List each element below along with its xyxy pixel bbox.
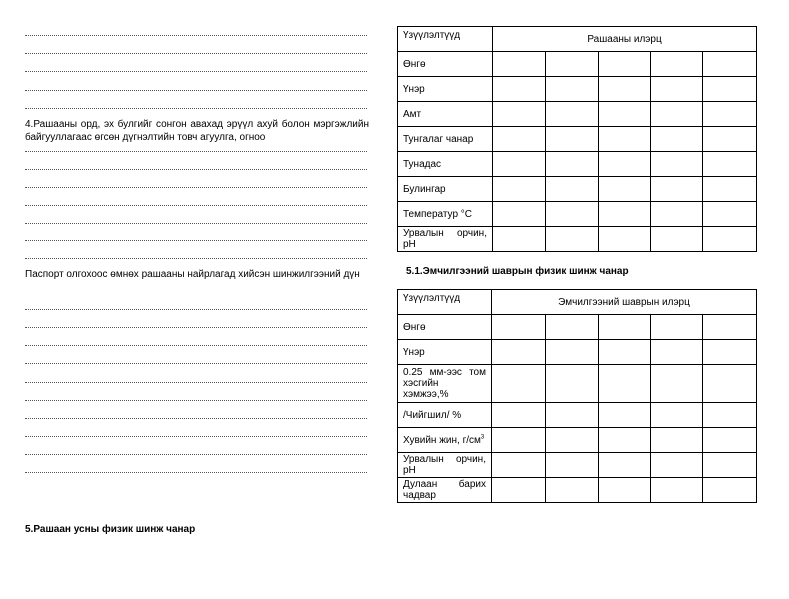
row-label: /Чийгшил/ % xyxy=(398,403,492,428)
cell[interactable] xyxy=(546,453,599,478)
row-label: 0.25 мм-ээс том хэсгийн хэмжээ,% xyxy=(398,365,492,403)
header-indicators: Үзүүлэлтүүд xyxy=(398,27,493,52)
cell[interactable] xyxy=(599,428,651,453)
cell[interactable] xyxy=(651,453,703,478)
dotted-line xyxy=(25,35,367,36)
cell[interactable] xyxy=(703,453,757,478)
cell[interactable] xyxy=(546,428,599,453)
section-5-1-heading: 5.1.Эмчилгээний шаврын физик шинж чанар xyxy=(406,266,629,277)
cell[interactable] xyxy=(546,340,599,365)
cell[interactable] xyxy=(546,315,599,340)
density-label: Хувийн жин, г/см xyxy=(403,434,481,446)
dotted-line xyxy=(25,436,367,437)
cell[interactable] xyxy=(651,340,703,365)
cell[interactable] xyxy=(492,365,546,403)
row-label: Урвалын орчин, pH xyxy=(398,453,492,478)
header-mud-result: Эмчилгээний шаврын илэрц xyxy=(492,290,757,315)
cell[interactable] xyxy=(651,177,703,202)
cell[interactable] xyxy=(703,428,757,453)
header-indicators: Үзүүлэлтүүд xyxy=(398,290,492,315)
cell[interactable] xyxy=(546,52,599,77)
cell[interactable] xyxy=(599,453,651,478)
row-label: Дулаан барих чадвар xyxy=(398,478,492,503)
row-label: Температур °С xyxy=(398,202,493,227)
dotted-line xyxy=(25,454,367,455)
dotted-line xyxy=(25,205,367,206)
dotted-line xyxy=(25,258,367,259)
cell[interactable] xyxy=(492,340,546,365)
dotted-line xyxy=(25,472,367,473)
cell[interactable] xyxy=(546,177,599,202)
cell[interactable] xyxy=(546,478,599,503)
row-label: Булингар xyxy=(398,177,493,202)
cell[interactable] xyxy=(599,77,651,102)
cell[interactable] xyxy=(546,77,599,102)
cell[interactable] xyxy=(703,202,757,227)
cell[interactable] xyxy=(493,152,546,177)
cell[interactable] xyxy=(599,177,651,202)
row-label: Тунгалаг чанар xyxy=(398,127,493,152)
dotted-line xyxy=(25,400,367,401)
row-label: Урвалын орчин, pH xyxy=(398,227,493,252)
cell[interactable] xyxy=(599,478,651,503)
cell[interactable] xyxy=(703,340,757,365)
cell[interactable] xyxy=(703,478,757,503)
cell[interactable] xyxy=(493,177,546,202)
dotted-line xyxy=(25,363,367,364)
cell[interactable] xyxy=(651,365,703,403)
section-5-heading: 5.Рашаан усны физик шинж чанар xyxy=(25,524,196,535)
cell[interactable] xyxy=(599,315,651,340)
cell[interactable] xyxy=(651,315,703,340)
cell[interactable] xyxy=(492,428,546,453)
cell[interactable] xyxy=(599,102,651,127)
row-label: Амт xyxy=(398,102,493,127)
cell[interactable] xyxy=(703,127,757,152)
water-properties-table xyxy=(397,26,757,252)
cell[interactable] xyxy=(651,52,703,77)
cell[interactable] xyxy=(651,202,703,227)
cell[interactable] xyxy=(651,478,703,503)
dotted-line xyxy=(25,345,367,346)
cell[interactable] xyxy=(546,227,599,252)
dotted-line xyxy=(25,90,367,91)
cell[interactable] xyxy=(651,227,703,252)
cell[interactable] xyxy=(546,152,599,177)
dotted-line xyxy=(25,327,367,328)
cell[interactable] xyxy=(493,127,546,152)
dotted-line xyxy=(25,53,367,54)
dotted-line xyxy=(25,108,367,109)
cell[interactable] xyxy=(651,102,703,127)
cell[interactable] xyxy=(493,102,546,127)
dotted-line xyxy=(25,151,367,152)
cell[interactable] xyxy=(651,403,703,428)
cell[interactable] xyxy=(703,403,757,428)
cell[interactable] xyxy=(546,102,599,127)
dotted-line xyxy=(25,240,367,241)
cell[interactable] xyxy=(492,453,546,478)
cell[interactable] xyxy=(703,365,757,403)
cell[interactable] xyxy=(546,403,599,428)
dotted-line xyxy=(25,309,367,310)
cell[interactable] xyxy=(703,152,757,177)
dotted-line xyxy=(25,418,367,419)
cell[interactable] xyxy=(493,77,546,102)
cell[interactable] xyxy=(651,428,703,453)
dotted-line xyxy=(25,187,367,188)
cell[interactable] xyxy=(703,77,757,102)
density-unit-superscript: 3 xyxy=(480,434,485,441)
cell[interactable] xyxy=(599,152,651,177)
cell[interactable] xyxy=(703,52,757,77)
cell[interactable] xyxy=(599,340,651,365)
cell[interactable] xyxy=(703,227,757,252)
cell[interactable] xyxy=(599,127,651,152)
dotted-line xyxy=(25,382,367,383)
row-label: Тунадас xyxy=(398,152,493,177)
cell[interactable] xyxy=(703,177,757,202)
row-label: Үнэр xyxy=(398,77,493,102)
cell[interactable] xyxy=(599,52,651,77)
cell[interactable] xyxy=(703,102,757,127)
row-label-density xyxy=(398,428,492,453)
cell[interactable] xyxy=(546,365,599,403)
passport-note-text: Паспорт олгохоос өмнөх рашааны найрлагад хийсэн шинжилгээний дүн xyxy=(25,269,360,280)
cell[interactable] xyxy=(492,315,546,340)
cell[interactable] xyxy=(546,127,599,152)
cell[interactable] xyxy=(599,202,651,227)
cell[interactable] xyxy=(493,202,546,227)
cell[interactable] xyxy=(492,478,546,503)
row-label: Өнгө xyxy=(398,52,493,77)
cell[interactable] xyxy=(599,227,651,252)
cell[interactable] xyxy=(493,52,546,77)
dotted-line xyxy=(25,71,367,72)
cell[interactable] xyxy=(599,365,651,403)
dotted-line xyxy=(25,223,367,224)
row-label: Үнэр xyxy=(398,340,492,365)
cell[interactable] xyxy=(703,315,757,340)
question-4-text: 4.Рашааны орд, эх булгийг сонгон авахад эрүүл ахуй болон мэргэжлийн байгууллагаас өгсөн дүгнэлтийн товч агуулга, огноо xyxy=(25,119,369,143)
cell[interactable] xyxy=(546,202,599,227)
cell[interactable] xyxy=(599,403,651,428)
dotted-line xyxy=(25,169,367,170)
header-water-result: Рашааны илэрц xyxy=(493,27,757,52)
cell[interactable] xyxy=(492,403,546,428)
row-label: Өнгө xyxy=(398,315,492,340)
cell[interactable] xyxy=(651,127,703,152)
cell[interactable] xyxy=(651,152,703,177)
mud-properties-table xyxy=(397,289,757,503)
cell[interactable] xyxy=(651,77,703,102)
cell[interactable] xyxy=(493,227,546,252)
